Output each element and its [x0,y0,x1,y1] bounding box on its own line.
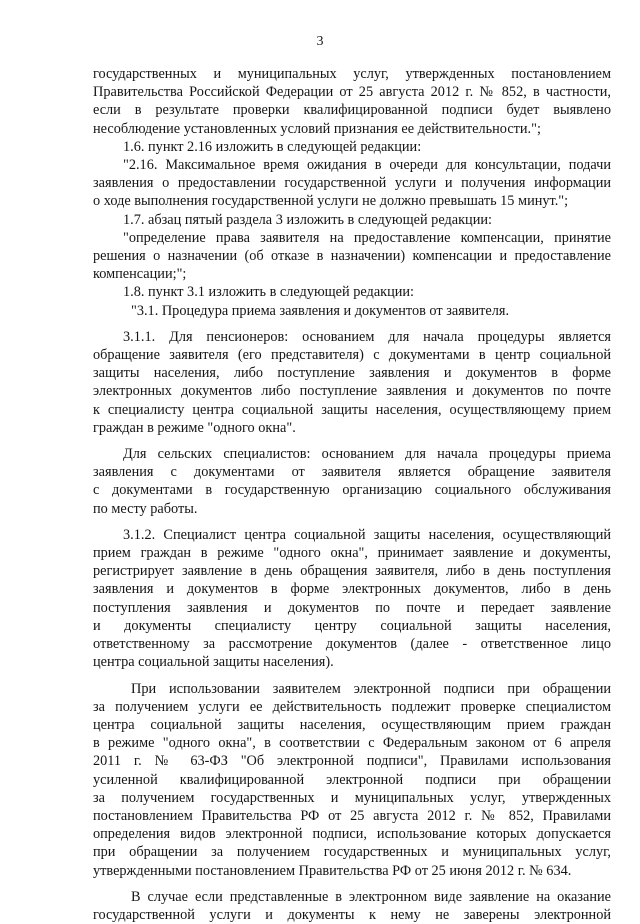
text-line: если в результате проверки квалифицированной подписи будет выявлено [93,102,611,119]
paragraph [93,888,611,924]
text-line: При использовании заявителем электронной подписи при обращении [131,680,611,697]
text-line: Для сельских специалистов: основанием для начала процедуры приема [123,446,611,463]
paragraph-gap [93,437,611,445]
text-line: "2.16. Максимальное время ожидания в очереди для консультации, подачи [123,157,611,174]
document-body [93,65,611,924]
text-line: прием граждан в режиме "одного окна", принимает заявление и документы, [93,545,611,562]
paragraph-gap [93,672,611,680]
text-line: определения видов электронной подписи, использование которых допускается [93,826,611,843]
text-line: "3.1. Процедура приема заявления и документов от заявителя. [131,302,510,319]
text-line: Правительства Российской Федерации от 25 августа 2012 г. № 852, в частности, [93,84,611,101]
text-line: поступления заявления и документов по почте и передает заявление [93,599,611,616]
text-line: В случае если представленные в электронном виде заявление на оказание [131,888,611,905]
text-line: государственной услуги и документы к нему не заверены электронной [93,906,611,923]
text-line: постановлением Правительства РФ от 25 августа 2012 г. № 852, Правилами [93,807,611,824]
text-line: электронных документов либо поступление заявления и документов по почте [93,383,611,400]
text-line: обращение заявителя (его представителя) с документами в центр социальной [93,347,611,364]
text-line: центра социальной защиты населения). [93,654,334,671]
text-line: и документы специалисту центру социальной защиты населения, [93,617,611,634]
text-line: 3.1.1. Для пенсионеров: основанием для начала процедуры является [123,328,611,345]
text-line: при обращении за получением государственных и муниципальных услуг, [93,844,611,861]
paragraph [93,65,611,138]
text-line: утвержденными постановлением Правительства РФ от 25 июня 2012 г. № 634. [93,862,572,879]
text-line: регистрирует заявление в день обращения заявителя, либо в день поступления [93,563,611,580]
text-line: государственных и муниципальных услуг, утвержденных постановлением [93,66,611,82]
text-line: заявления о предоставлении государственной услуги и получения информации [93,175,611,192]
text-line: центра социальной защиты населения, осуществляющим прием граждан [93,716,611,733]
page-number: 3 [316,34,324,49]
text-line: ответственному за рассмотрение документов (далее - ответственное лицо [93,636,611,653]
text-line: 1.7. абзац пятый раздела 3 изложить в следующей редакции: [123,211,492,228]
text-line: 1.6. пункт 2.16 изложить в следующей редакции: [123,138,422,155]
paragraph [93,445,611,518]
text-line: заявления с документами от заявителя является обращение заявителя [93,464,611,481]
text-line: по месту работы. [93,500,198,517]
paragraph [93,680,611,880]
paragraph [93,283,611,301]
paragraph [93,138,611,156]
text-line: граждан в режиме "одного окна". [93,419,296,436]
paragraph [93,156,611,211]
paragraph [93,211,611,229]
paragraph [93,302,611,320]
text-line: усиленной квалифицированной электронной подписи при обращении [93,771,611,788]
text-line: к специалисту центра социальной защиты населения, осуществляющему прием [93,401,611,418]
text-line: несоблюдение установленных условий признания ее действительности."; [93,120,541,137]
text-line: за получением государственных и муниципальных услуг, утвержденных [93,789,611,806]
text-line: 3.1.2. Специалист центра социальной защиты населения, осуществляющий [123,526,611,543]
paragraph [93,229,611,284]
text-line: о ходе выполнения государственной услуги не должно превышать 15 минут."; [93,193,569,210]
paragraph-gap [93,320,611,328]
paragraph [93,526,611,672]
paragraph-gap [93,880,611,888]
text-line: защиты населения, либо поступление заявления и документов в форме [93,365,611,382]
text-line: с документами в государственную организацию социального обслуживания [93,482,611,499]
text-line: в режиме "одного окна", в соответствии с Федеральным законом от 6 апреля [93,735,611,752]
text-line: решения о назначении (об отказе в назначении) компенсации и предоставление [93,248,611,265]
paragraph [93,328,611,437]
text-line: за получением услуги ее действительность подлежит проверке специалистом [93,698,611,715]
text-line: заявления и документов в форме электронных документов, либо в день [93,581,611,598]
text-line: компенсации;"; [93,266,187,283]
text-line: 2011 г. № 63-ФЗ "Об электронной подписи", Правилами использования [93,753,611,770]
paragraph-gap [93,518,611,526]
text-line: 1.8. пункт 3.1 изложить в следующей редакции: [123,284,415,301]
text-line: "определение права заявителя на предоставление компенсации, принятие [123,229,611,246]
